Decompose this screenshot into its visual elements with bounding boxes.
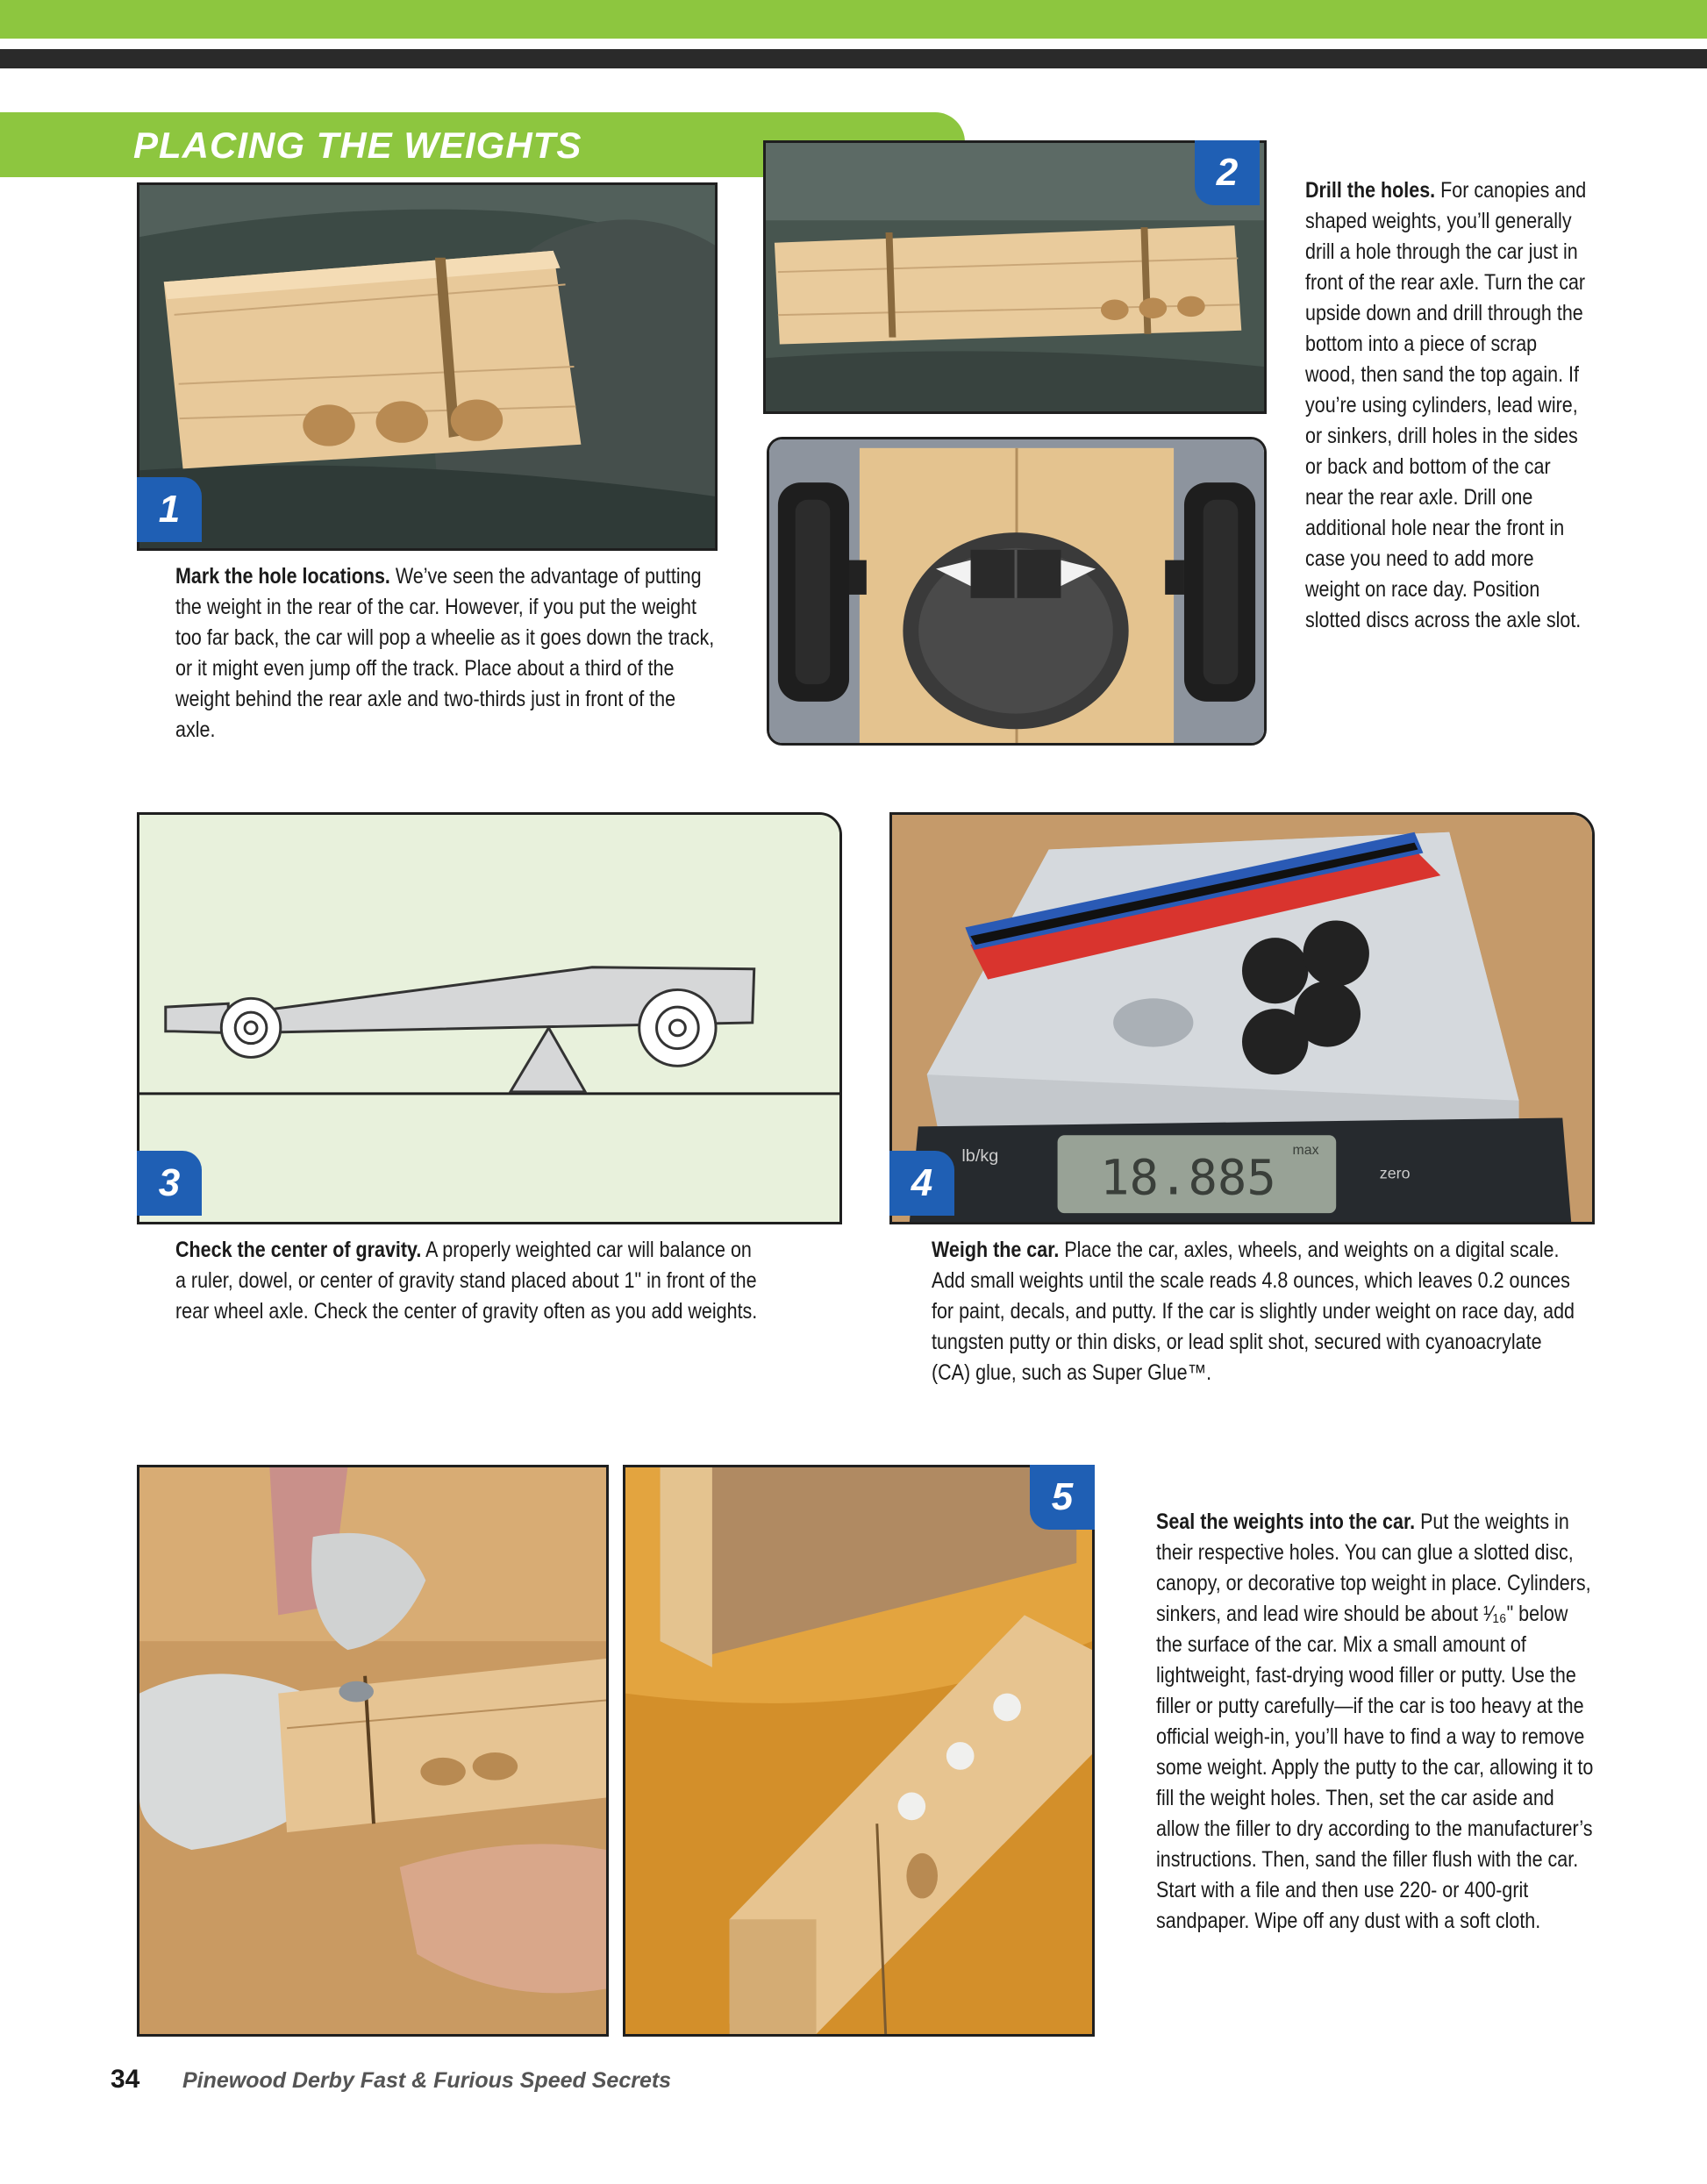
top-accent-bar	[0, 0, 1707, 39]
section-title: PLACING THE WEIGHTS	[133, 125, 582, 166]
step-4-heading: Weigh the car.	[932, 1238, 1060, 1262]
scale-display-readout: 18.885	[1100, 1150, 1276, 1207]
scale-unit-label: lb/kg	[961, 1146, 999, 1166]
step-4-caption	[932, 1235, 1581, 1388]
page-number: 34	[111, 2065, 140, 2094]
step-1-body: We’ve seen the advantage of putting the weight in the rear of the car. However, if you put the weight too far back, the car will pop a wheelie as it goes down the track, or it might even jump off the track. Place about a third of the weight behind the rear axle and two-thirds just in front of the axle.	[175, 564, 715, 742]
step-1-badge: 1	[137, 477, 202, 542]
step-3-diagram	[137, 812, 842, 1224]
step-3-heading: Check the center of gravity.	[175, 1238, 422, 1262]
step-4-body: Place the car, axles, wheels, and weights on a digital scale. Add small weights until the scale reads 4.8 ounces, which leaves 0.2 ounces for paint, decals, and putty. If the car is slightly under weight on race day, add tungsten putty or thin disks, or lead split shot, secured with cyanoacrylate (CA) glue, such as Super Glue™.	[932, 1238, 1575, 1385]
scale-max-label: max	[1292, 1143, 1319, 1158]
book-title: Pinewood Derby Fast & Furious Speed Secrets	[182, 2068, 672, 2093]
step-5-badge: 5	[1030, 1465, 1095, 1530]
step-2-photo-bottom	[767, 437, 1267, 746]
step-1-photo	[137, 182, 718, 551]
step-5-photo-right	[623, 1465, 1095, 2037]
step-3-body: A properly weighted car will balance on a ruler, dowel, or center of gravity stand placed about 1" in front of the rear wheel axle. Check the center of gravity often as you add weights.	[175, 1238, 758, 1324]
step-1-caption	[175, 561, 718, 746]
scale-zero-label: zero	[1379, 1164, 1411, 1182]
step-5-photo-left	[137, 1465, 609, 2037]
step-2-badge: 2	[1195, 140, 1260, 205]
step-4-photo	[889, 812, 1595, 1224]
step-2-heading: Drill the holes.	[1305, 178, 1436, 203]
step-5-caption	[1156, 1507, 1594, 1937]
top-divider-bar	[0, 49, 1707, 68]
step-5-heading: Seal the weights into the car.	[1156, 1510, 1416, 1534]
step-3-caption	[175, 1235, 764, 1327]
step-2-photo-top	[763, 140, 1267, 414]
step-4-badge: 4	[889, 1151, 954, 1216]
step-2-caption	[1305, 175, 1592, 636]
step-1-heading: Mark the hole locations.	[175, 564, 390, 589]
step-2-body: For canopies and shaped weights, you’ll generally drill a hole through the car just in front of the rear axle. Turn the car upside down and drill through the bottom into a piece of scrap wood, then sand the top again. If you’re using cylinders, lead wire, or sinkers, drill holes in the sides or back and bottom of the car near the rear axle. Drill one additional hole near the front in case you need to add more weight on race day. Position slotted discs across the axle slot.	[1305, 178, 1587, 632]
step-3-badge: 3	[137, 1151, 202, 1216]
step-5-body: Put the weights in their respective holes. You can glue a slotted disc, canopy, or decorative top weight in place. Cylinders, sinkers, and lead wire should be about ¹⁄₁₆" below the surface of the car. Mix a small amount of lightweight, fast-drying wood filler or putty. Use the filler or putty carefully—if the car is too heavy at the official weigh-in, you’ll have to find a way to remove some weight. Apply the putty to the car, allowing it to fill the weight holes. Then, set the car aside and allow the filler to dry according to the manufacturer’s instructions. Then, sand the filler flush with the car. Start with a file and then use 220- or 400-grit sandpaper. Wipe off any dust with a soft cloth.	[1156, 1510, 1594, 1933]
